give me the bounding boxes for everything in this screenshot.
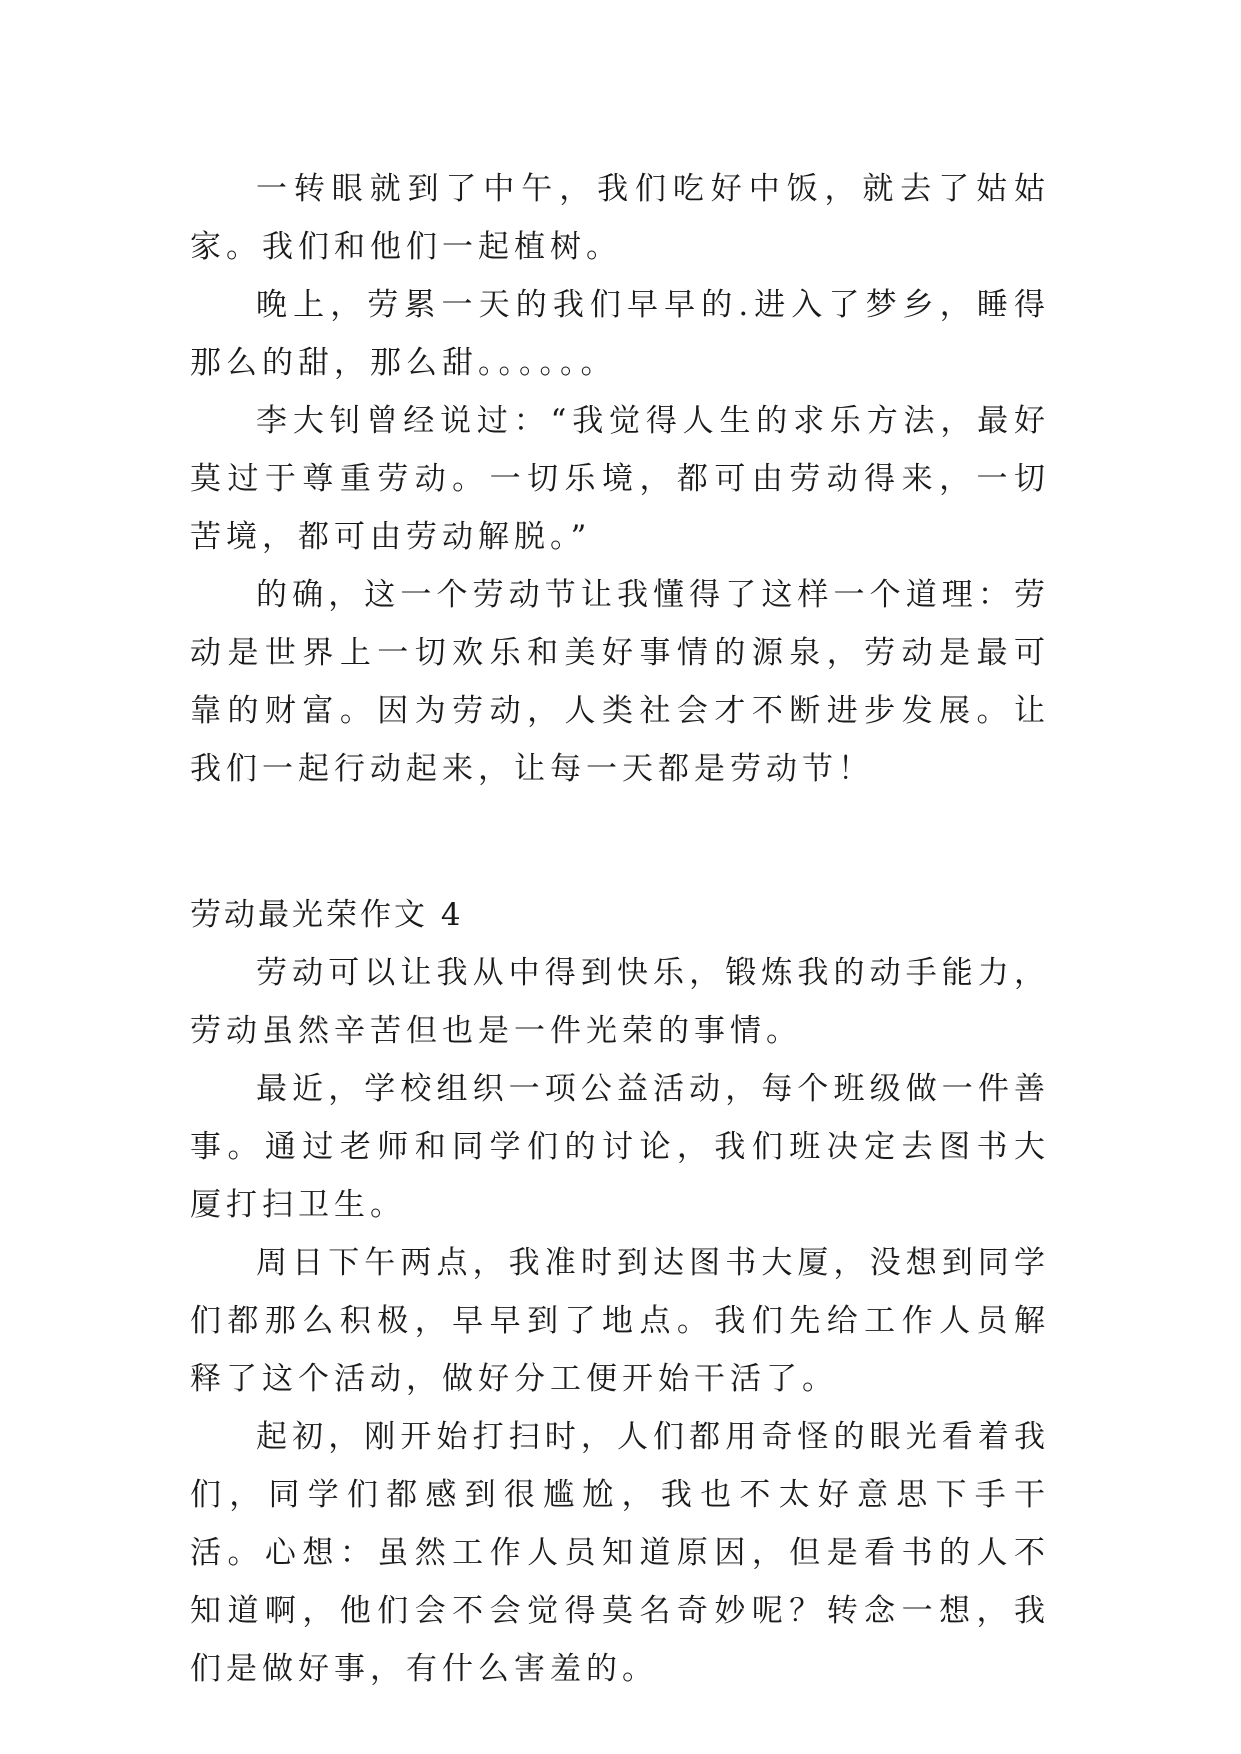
section-heading: 劳动最光荣作文 4: [190, 897, 464, 933]
paragraph: 劳动可以让我从中得到快乐，锻炼我的动手能力，劳动虽然辛苦但也是一件光荣的事情。: [190, 955, 1050, 1049]
paragraph: 周日下午两点，我准时到达图书大厦，没想到同学们都那么积极，早早到了地点。我们先给工作人员解释了这个活动，做好分工便开始干活了。: [190, 1245, 1050, 1397]
paragraph: 李大钊曾经说过：“我觉得人生的求乐方法，最好莫过于尊重劳动。一切乐境，都可由劳动得来，一切苦境，都可由劳动解脱。”: [190, 403, 1050, 555]
document-body: [190, 160, 1050, 1698]
paragraph: 最近，学校组织一项公益活动，每个班级做一件善事。通过老师和同学们的讨论，我们班决定去图书大厦打扫卫生。: [190, 1071, 1050, 1223]
paragraph: 一转眼就到了中午，我们吃好中饭，就去了姑姑家。我们和他们一起植树。: [190, 171, 1050, 265]
paragraph: 的确，这一个劳动节让我懂得了这样一个道理：劳动是世界上一切欢乐和美好事情的源泉，劳动是最可靠的财富。因为劳动，人类社会才不断进步发展。让我们一起行动起来，让每一天都是劳动节！: [190, 577, 1050, 787]
paragraph: 晚上，劳累一天的我们早早的.进入了梦乡，睡得那么的甜，那么甜。。。。。。: [190, 287, 1050, 381]
paragraph: 起初，刚开始打扫时，人们都用奇怪的眼光看着我们，同学们都感到很尴尬，我也不太好意思下手干活。心想：虽然工作人员知道原因，但是看书的人不知道啊，他们会不会觉得莫名奇妙呢？转念一想，我们是做好事，有什么害羞的。: [190, 1419, 1050, 1687]
